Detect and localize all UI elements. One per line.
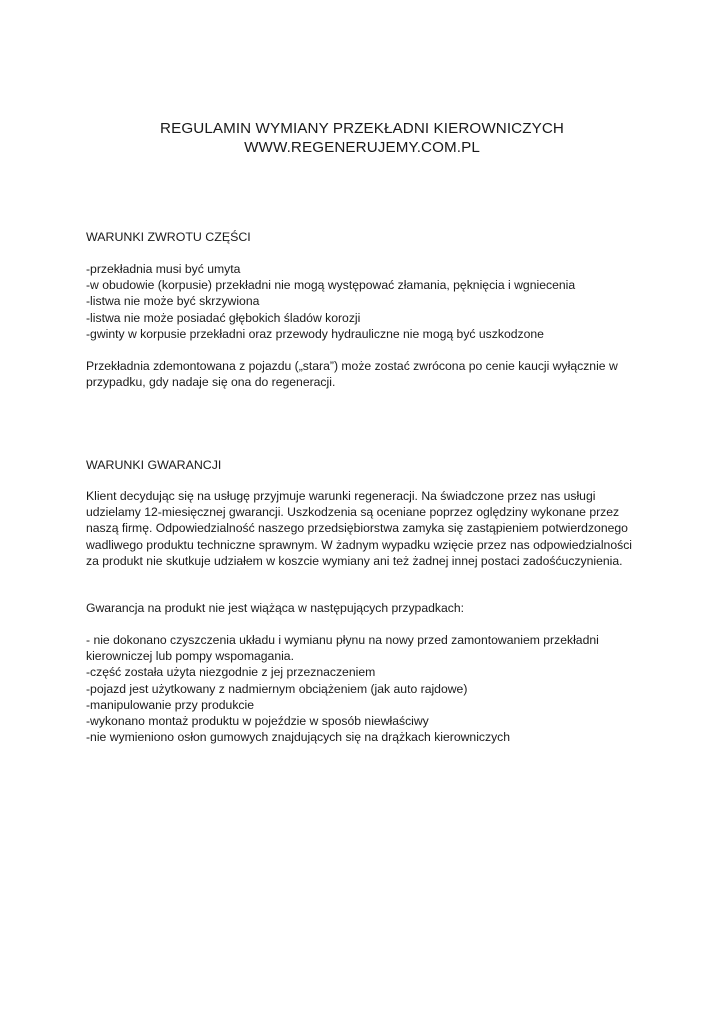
paragraph-line: naszą firmę. Odpowiedzialność naszego przedsiębiorstwa zamyka się zastąpieniem potwierdzonego (86, 521, 628, 536)
list-item: -wykonano montaż produktu w pojeździe w sposób niewłaściwy (86, 714, 429, 729)
list-item: kierowniczej lub pompy wspomagania. (86, 649, 294, 664)
list-item: -część została użyta niezgodnie z jej przeznaczeniem (86, 665, 376, 680)
list-item: -listwa nie może być skrzywiona (86, 294, 260, 309)
return-conditions-list (86, 261, 575, 342)
list-item: -w obudowie (korpusie) przekładni nie mogą występować złamania, pęknięcia i wgniecenia (86, 278, 576, 293)
warranty-exclusions-list (86, 632, 599, 745)
paragraph-line: za produkt nie skutkuje udziałem w koszcie wymiany ani też żadnej innej postaci zadośćuczynienia. (86, 553, 623, 568)
warranty-intro-paragraph (86, 488, 632, 569)
warranty-exclusions-intro: Gwarancja na produkt nie jest wiążąca w następujących przypadkach: (86, 601, 465, 615)
paragraph-line: wadliwego produktu techniczne sprawnym. W żadnym wypadku wzięcie przez nas odpowiedzialności (86, 537, 632, 552)
return-deposit-note (86, 358, 618, 390)
paragraph-line: przypadku, gdy nadaje się ona do regeneracji. (86, 375, 336, 390)
list-item: -manipulowanie przy produkcie (86, 697, 255, 712)
list-item: -gwinty w korpusie przekładni oraz przewody hydrauliczne nie mogą być uszkodzone (86, 326, 544, 341)
warranty-conditions-heading: WARUNKI GWARANCJI (86, 458, 222, 472)
list-item: -pojazd jest użytkowany z nadmiernym obciążeniem (jak auto rajdowe) (86, 681, 468, 696)
paragraph-line: Przekładnia zdemontowana z pojazdu („stara”) może zostać zwrócona po cenie kaucji wyłącznie w (86, 359, 618, 373)
list-item: -listwa nie może posiadać głębokich śladów korozji (86, 310, 361, 325)
list-item: - nie dokonano czyszczenia układu i wymianu płynu na nowy przed zamontowaniem przekładni (86, 633, 599, 647)
paragraph-line: Klient decydując się na usługę przyjmuje warunki regeneracji. Na świadczone przez nas usługi (86, 489, 596, 503)
return-conditions-heading: WARUNKI ZWROTU CZĘŚCI (86, 230, 251, 244)
list-item: -nie wymieniono osłon gumowych znajdujących się na drążkach kierowniczych (86, 730, 511, 745)
document-title: REGULAMIN WYMIANY PRZEKŁADNI KIEROWNICZYCH (160, 120, 564, 137)
document-website: WWW.REGENERUJEMY.COM.PL (244, 139, 480, 156)
paragraph-line: udzielamy 12-miesięcznej gwarancji. Uszkodzenia są oceniane poprzez oględziny wykonane przez (86, 505, 620, 520)
list-item: -przekładnia musi być umyta (86, 262, 241, 276)
